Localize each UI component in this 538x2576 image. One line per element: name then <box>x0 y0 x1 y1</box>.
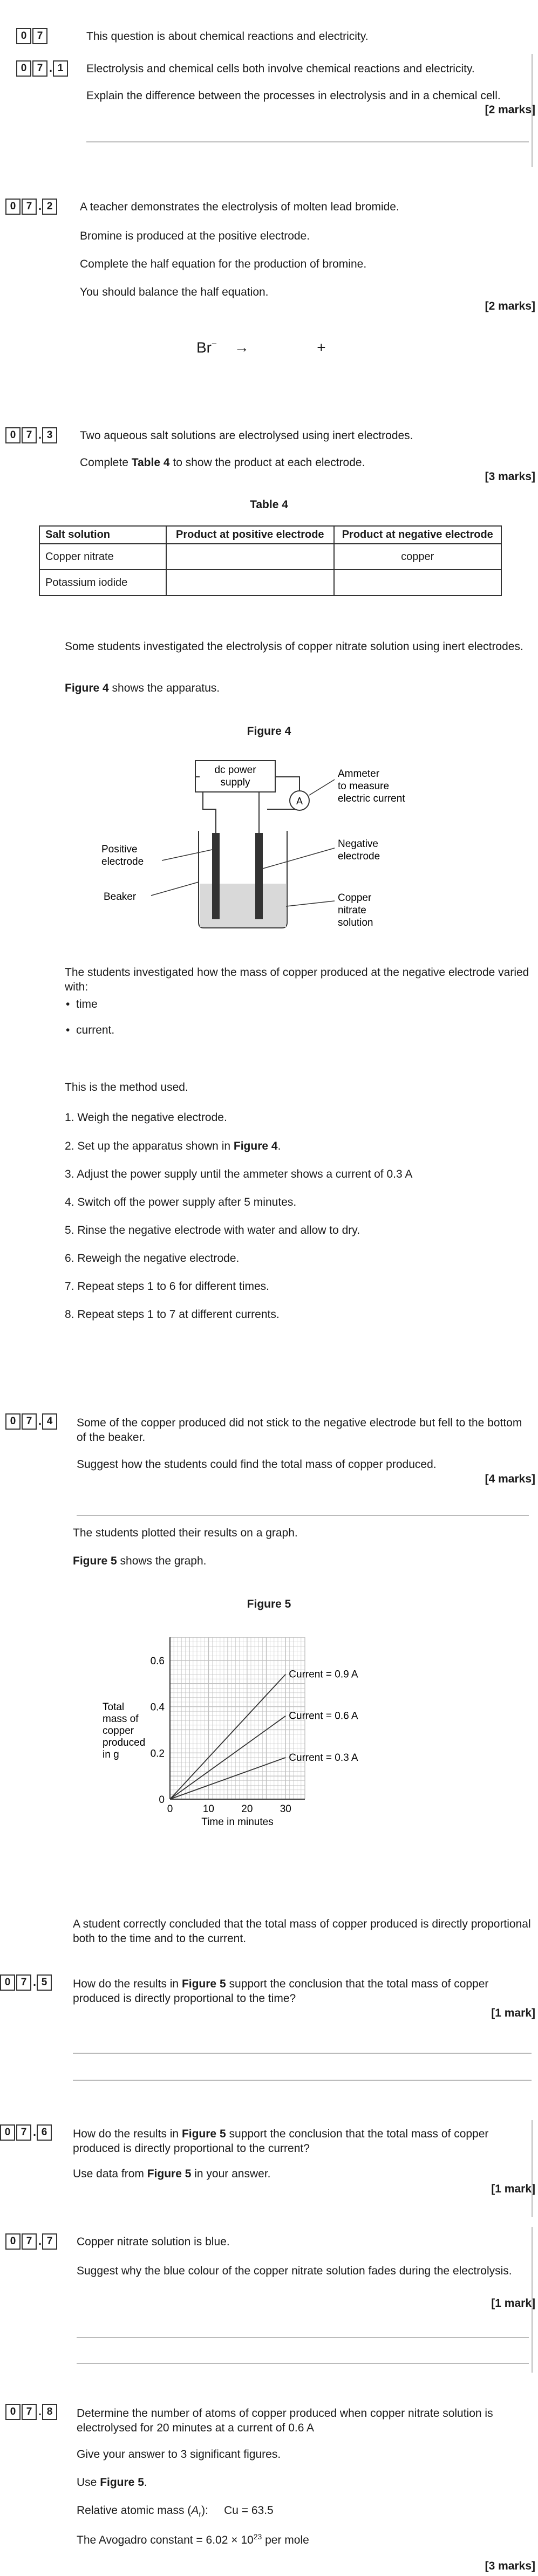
answer-panel-edge <box>532 2227 533 2373</box>
question-number-07-1: 0 7 . 1 <box>16 60 69 77</box>
q07-7-text: Copper nitrate solution is blue. <box>77 2236 230 2248</box>
power-label-line2: supply <box>220 777 250 788</box>
table-cell: copper <box>334 544 501 570</box>
x-tick-label: 30 <box>280 1803 291 1815</box>
table-answer-cell[interactable] <box>166 570 333 596</box>
power-label-line1: dc power <box>214 764 256 776</box>
q07-3-instruction: Complete Table 4 to show the product at each electrode. <box>80 456 365 469</box>
answer-line[interactable] <box>73 2053 532 2054</box>
method-step: 4. Switch off the power supply after 5 minutes. <box>65 1196 297 1208</box>
answer-line[interactable] <box>77 2337 529 2338</box>
method-step: 7. Repeat steps 1 to 6 for different times. <box>65 1280 269 1293</box>
investigation-paragraph: The students investigated how the mass of copper produced at the negative electrode varied with: <box>65 966 529 994</box>
question-number-07-8: 0 7 . 8 <box>5 2404 58 2420</box>
half-equation: Br− → + <box>196 339 326 356</box>
table-4-title: Table 4 <box>250 498 288 511</box>
ammeter-symbol: A <box>296 796 303 807</box>
q07-2-fact: Bromine is produced at the positive electrode. <box>80 230 310 242</box>
series-label: Current = 0.9 A <box>289 1669 358 1680</box>
q07-4-marks: [4 marks] <box>485 1473 535 1485</box>
answer-line[interactable] <box>86 141 529 142</box>
beaker-label: Beaker <box>104 891 137 903</box>
table-header: Salt solution <box>39 526 166 544</box>
answer-line[interactable] <box>73 2080 532 2081</box>
figure-5-graph <box>86 1624 496 1883</box>
y-axis-label: Total mass of copper produced in g <box>103 1702 146 1760</box>
y-tick-label: 0.2 <box>150 1748 165 1760</box>
avogadro-constant: The Avogadro constant = $6.02 \times 10^{23}$ per mole <box>77 2532 309 2546</box>
method-step: 2. Set up the apparatus shown in Figure 4. <box>65 1140 281 1152</box>
x-axis-label: Time in minutes <box>201 1816 274 1828</box>
question-number-07-5: 0 7 . 5 <box>0 1974 53 1991</box>
q07-4-instruction: Suggest how the students could find the total mass of copper produced. <box>77 1458 437 1471</box>
method-intro: This is the method used. <box>65 1081 188 1094</box>
q07-intro: This question is about chemical reactions and electricity. <box>86 30 369 43</box>
method-step: 5. Rinse the negative electrode with water and allow to dry. <box>65 1224 360 1236</box>
y-tick-label: 0.6 <box>150 1655 165 1667</box>
answer-panel-edge <box>532 54 533 167</box>
method-step: 8. Repeat steps 1 to 7 at different currents. <box>65 1308 280 1321</box>
table-cell: Potassium iodide <box>39 570 166 596</box>
question-number-07-4: 0 7 . 4 <box>5 1413 58 1430</box>
q07-7-instruction: Suggest why the blue colour of the copper nitrate solution fades during the electrolysis. <box>77 2265 512 2277</box>
figure-4-title: Figure 4 <box>247 725 291 737</box>
q07-5-marks: [1 mark] <box>491 2007 535 2019</box>
graph-intro: The students plotted their results on a graph. <box>73 1527 298 1539</box>
figure-4-reference: Figure 4 shows the apparatus. <box>65 682 220 694</box>
q07-3-marks: [3 marks] <box>485 470 535 483</box>
x-tick-label: 10 <box>202 1803 214 1815</box>
q07-6-instruction: Use data from Figure 5 in your answer. <box>73 2168 271 2180</box>
q07-1-marks: [2 marks] <box>485 104 535 116</box>
q07-2-instruction-balance: You should balance the half equation. <box>80 286 269 298</box>
method-step: 1. Weigh the negative electrode. <box>65 1111 227 1124</box>
q07-8-instruction-figure: Use Figure 5. <box>77 2476 147 2489</box>
figure-5-reference: Figure 5 shows the graph. <box>73 1555 207 1567</box>
negative-electrode <box>255 833 263 919</box>
q07-6-marks: [1 mark] <box>491 2183 535 2195</box>
question-number-07-6: 0 7 . 6 <box>0 2124 53 2141</box>
variable-list-item: • time <box>66 998 98 1010</box>
answer-line[interactable] <box>77 1515 529 1516</box>
positive-electrode <box>212 833 220 919</box>
context-paragraph: Some students investigated the electrolysis of copper nitrate solution using inert electrodes. <box>65 640 523 653</box>
table-answer-cell[interactable] <box>166 544 333 570</box>
q07-7-marks: [1 mark] <box>491 2297 535 2309</box>
question-number-07-3: 0 7 . 3 <box>5 427 58 443</box>
ammeter-label: Ammeter to measure electric current <box>338 768 405 804</box>
q07-8-instruction-sigfig: Give your answer to 3 significant figures. <box>77 2448 281 2461</box>
negative-electrode-label: Negative electrode <box>338 838 380 862</box>
q07-8-text: Determine the number of atoms of copper produced when copper nitrate solution is electrolysed for 20 minutes at a current of 0.6 A <box>77 2407 493 2435</box>
method-step: 3. Adjust the power supply until the ammeter shows a current of 0.3 A <box>65 1168 413 1180</box>
table-header: Product at positive electrode <box>166 526 333 544</box>
table-header: Product at negative electrode <box>334 526 501 544</box>
series-label: Current = 0.3 A <box>289 1752 358 1764</box>
method-step: 6. Reweigh the negative electrode. <box>65 1252 240 1265</box>
q07-1-text: Electrolysis and chemical cells both involve chemical reactions and electricity. <box>86 63 475 75</box>
q07-6-text: How do the results in Figure 5 support the conclusion that the total mass of copper produced is directly proportional to the current? <box>73 2128 489 2155</box>
table-answer-cell[interactable] <box>334 570 501 596</box>
q07-2-text: A teacher demonstrates the electrolysis of molten lead bromide. <box>80 201 399 213</box>
question-number-07: 0 7 <box>16 28 49 44</box>
x-tick-label: 0 <box>167 1803 173 1815</box>
series-group <box>170 1669 358 1799</box>
wire-positive <box>203 792 216 836</box>
q07-2-marks: [2 marks] <box>485 300 535 312</box>
question-number-07-7: 0 7 . 7 <box>5 2233 58 2250</box>
q07-1-instruction: Explain the difference between the processes in electrolysis and in a chemical cell. <box>86 90 501 102</box>
question-number-07-2: 0 7 . 2 <box>5 199 58 215</box>
q07-3-text: Two aqueous salt solutions are electrolysed using inert electrodes. <box>80 429 413 442</box>
positive-electrode-label: Positive electrode <box>101 844 144 867</box>
series-label: Current = 0.6 A <box>289 1710 358 1722</box>
table-4 <box>39 525 502 596</box>
q07-4-text: Some of the copper produced did not stick to the negative electrode but fell to the bottom of the beaker. <box>77 1417 522 1444</box>
table-row <box>39 570 501 596</box>
y-tick-label: 0.4 <box>150 1702 165 1713</box>
relative-atomic-mass: Relative atomic mass $(A_r)$: Cu = 63.5 <box>77 2504 274 2519</box>
x-tick-label: 20 <box>241 1803 253 1815</box>
table-cell: Copper nitrate <box>39 544 166 570</box>
y-tick-label: 0 <box>159 1794 165 1806</box>
q07-8-marks: [3 marks] <box>485 2560 535 2572</box>
q07-5-text: How do the results in Figure 5 support the conclusion that the total mass of copper produced is directly proportional to the time? <box>73 1978 489 2005</box>
answer-line[interactable] <box>77 2363 529 2364</box>
variable-list-item: • current. <box>66 1024 115 1036</box>
q07-2-instruction: Complete the half equation for the production of bromine. <box>80 258 367 270</box>
answer-panel-edge <box>532 2120 533 2217</box>
conclusion-statement: A student correctly concluded that the total mass of copper produced is directly proportional both to the time and to the current. <box>73 1918 531 1945</box>
table-row <box>39 544 501 570</box>
figure-4-apparatus <box>81 750 459 939</box>
solution-label: Copper nitrate solution <box>338 892 373 928</box>
figure-5-title: Figure 5 <box>247 1598 291 1610</box>
table-header-row <box>39 526 501 544</box>
